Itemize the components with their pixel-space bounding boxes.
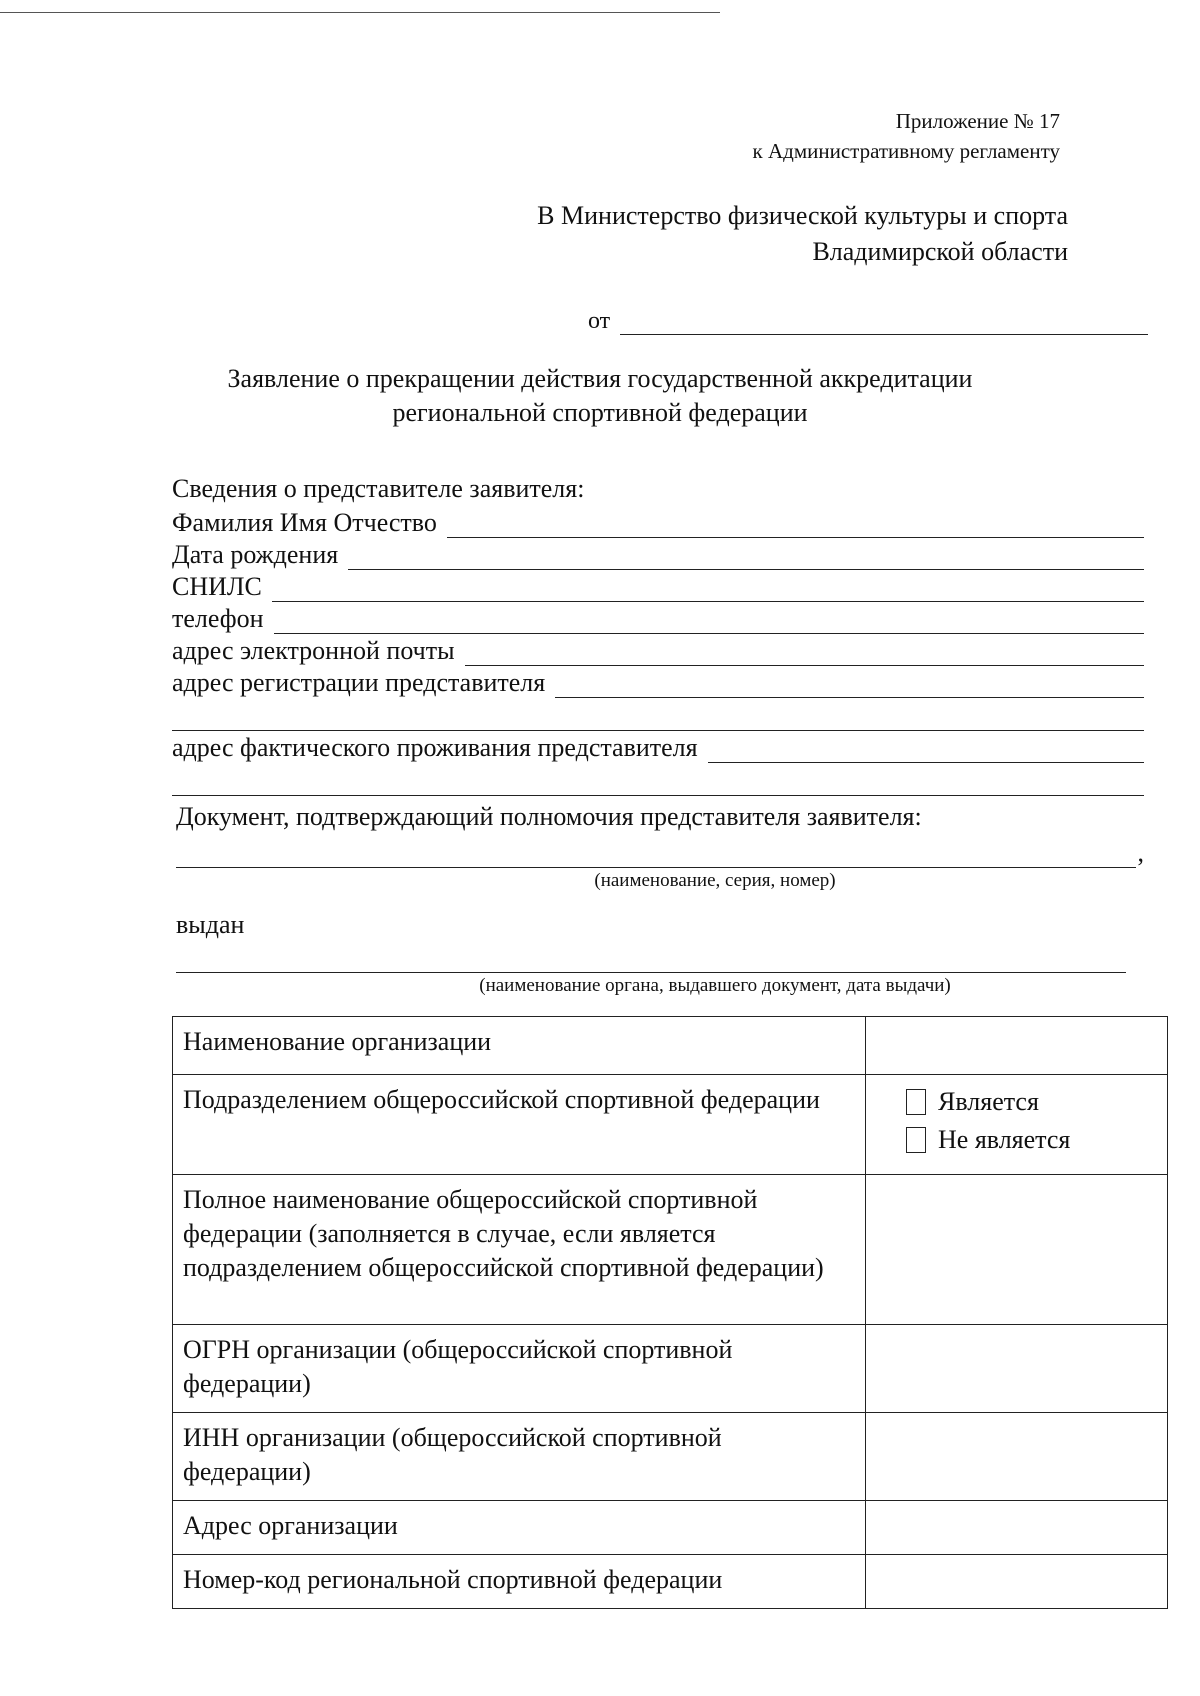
document-title	[180, 362, 1020, 430]
field-registration-address	[172, 666, 1144, 698]
annex-reference: к Административному регламенту	[752, 139, 1060, 163]
ogrn-value-cell[interactable]	[866, 1325, 1168, 1413]
field-label: адрес фактического проживания представителя	[172, 733, 698, 762]
authority-document-input[interactable]	[176, 837, 1136, 868]
snils-input[interactable]	[272, 579, 1144, 602]
table-row	[173, 1325, 1168, 1413]
field-phone	[172, 602, 1144, 634]
authority-document-line	[176, 834, 1144, 868]
representative-info	[172, 472, 1144, 796]
org-address-label: Адрес организации	[173, 1501, 866, 1555]
actual-address-continuation[interactable]	[172, 763, 1144, 796]
option-is-label: Является	[938, 1087, 1039, 1116]
actual-address-input[interactable]	[708, 740, 1144, 763]
from-label: от	[588, 308, 611, 334]
authority-document-caption: (наименование, серия, номер)	[594, 870, 836, 891]
title-line-2: региональной спортивной федерации	[392, 398, 808, 427]
from-row	[588, 308, 1148, 335]
subdivision-label: Подразделением общероссийской спортивной федерации	[173, 1075, 866, 1175]
inn-label: ИНН организации (общероссийской спортивной федерации)	[173, 1413, 866, 1501]
ogrn-label: ОГРН организации (общероссийской спортивной федерации)	[173, 1325, 866, 1413]
issued-by-caption: (наименование органа, выдавшего документ, дата выдачи)	[479, 975, 951, 996]
representative-heading: Сведения о представителе заявителя:	[172, 474, 585, 503]
field-label: адрес регистрации представителя	[172, 668, 546, 697]
field-birth-date	[172, 538, 1144, 570]
issued-by-input[interactable]	[176, 942, 1126, 973]
table-row	[173, 1501, 1168, 1555]
org-name-value-cell[interactable]	[866, 1017, 1168, 1075]
comma: ,	[1137, 838, 1144, 867]
full-name-input[interactable]	[447, 515, 1144, 538]
addressee-line-2: Владимирской области	[812, 237, 1068, 266]
checkbox-is[interactable]	[906, 1089, 926, 1115]
organization-table	[172, 1016, 1168, 1609]
subdivision-options-cell	[866, 1075, 1168, 1175]
org-name-label: Наименование организации	[173, 1017, 866, 1075]
option-is[interactable]	[876, 1083, 1157, 1121]
option-is-not[interactable]	[876, 1121, 1157, 1159]
title-line-1: Заявление о прекращении действия государственной аккредитации	[227, 364, 973, 393]
table-row	[173, 1017, 1168, 1075]
field-actual-address	[172, 731, 1144, 763]
federation-full-name-value-cell[interactable]	[866, 1175, 1168, 1325]
annex-header	[753, 106, 1060, 166]
annex-number: Приложение № 17	[895, 109, 1060, 133]
field-label: Дата рождения	[172, 540, 339, 569]
birth-date-input[interactable]	[348, 547, 1144, 570]
from-field[interactable]	[620, 312, 1148, 335]
authority-document-block	[176, 800, 1144, 999]
federation-full-name-label: Полное наименование общероссийской спортивной федерации (заполняется в случае, если является подразделением общероссийской спортивной федерации)	[173, 1175, 866, 1325]
field-email	[172, 634, 1144, 666]
phone-input[interactable]	[274, 611, 1145, 634]
registration-address-continuation[interactable]	[172, 698, 1144, 731]
issued-label: выдан	[176, 910, 245, 939]
table-row	[173, 1175, 1168, 1325]
field-label: СНИЛС	[172, 572, 262, 601]
field-snils	[172, 570, 1144, 602]
table-row	[173, 1555, 1168, 1609]
addressee-block	[537, 198, 1068, 270]
field-label: телефон	[172, 604, 264, 633]
checkbox-is-not[interactable]	[906, 1127, 926, 1153]
option-is-not-label: Не является	[938, 1125, 1071, 1154]
scan-edge-line	[0, 12, 720, 13]
table-row	[173, 1075, 1168, 1175]
authority-document-heading: Документ, подтверждающий полномочия представителя заявителя:	[176, 802, 922, 831]
inn-value-cell[interactable]	[866, 1413, 1168, 1501]
table-row	[173, 1413, 1168, 1501]
org-address-value-cell[interactable]	[866, 1501, 1168, 1555]
addressee-line-1: В Министерство физической культуры и спорта	[537, 201, 1068, 230]
federation-code-label: Номер-код региональной спортивной федерации	[173, 1555, 866, 1609]
field-label: адрес электронной почты	[172, 636, 455, 665]
field-label: Фамилия Имя Отчество	[172, 508, 437, 537]
email-input[interactable]	[465, 643, 1144, 666]
federation-code-value-cell[interactable]	[866, 1555, 1168, 1609]
field-full-name	[172, 506, 1144, 538]
registration-address-input[interactable]	[555, 675, 1144, 698]
